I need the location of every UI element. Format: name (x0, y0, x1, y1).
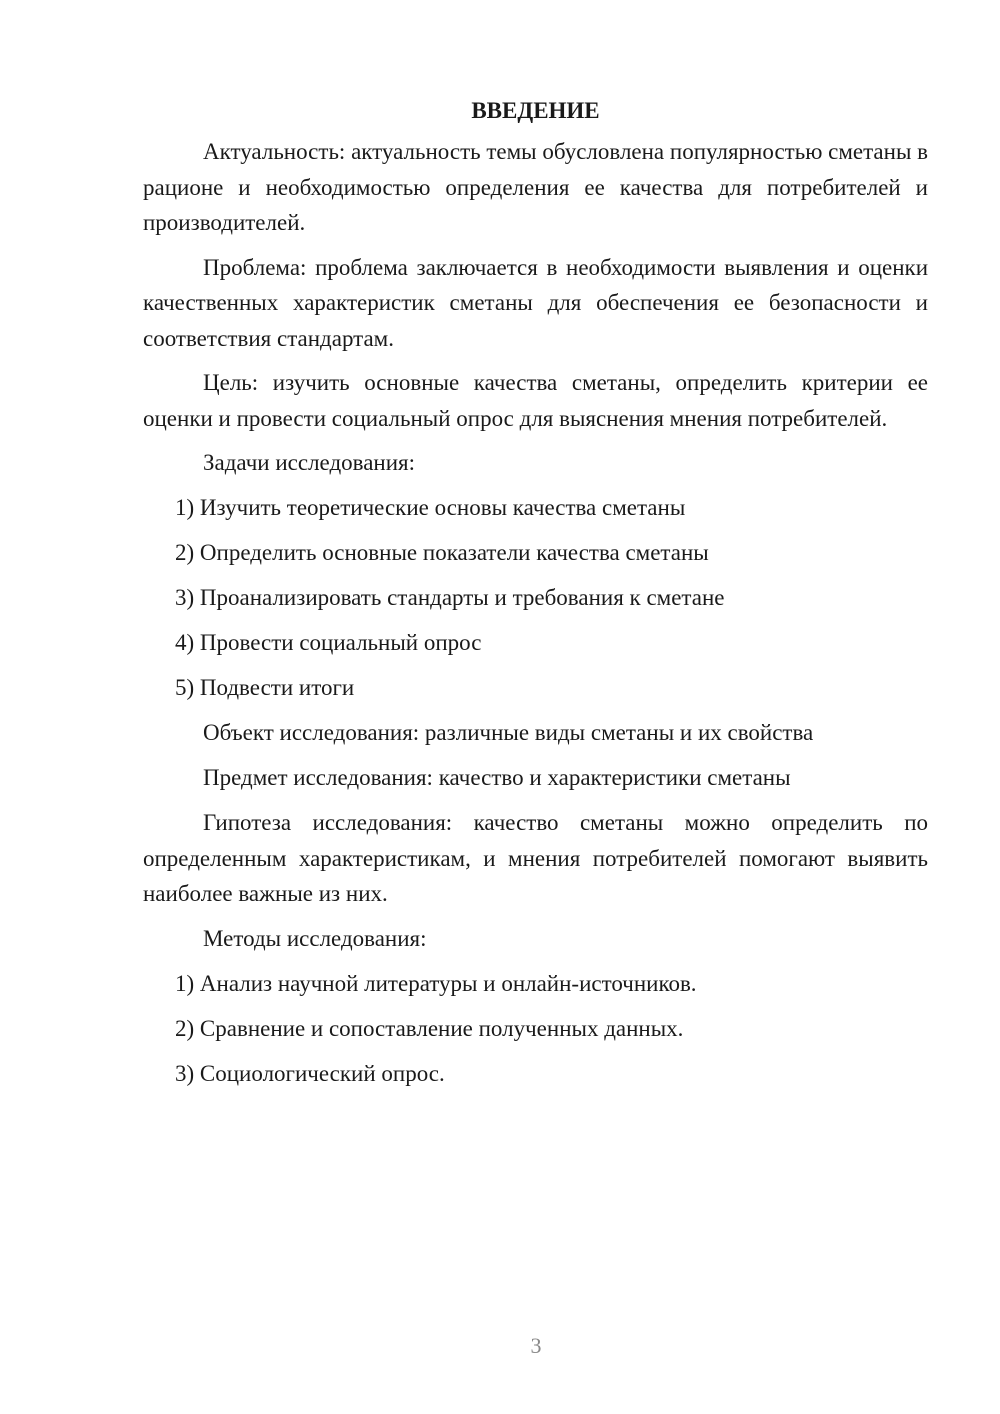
methods-label: Методы исследования: (203, 925, 427, 951)
paragraph-goal: Цель: изучить основные качества сметаны, определить критерии ее оценки и провести социальный опрос для выяснения мнения потребителей. (143, 370, 928, 431)
list-item: 3) Проанализировать стандарты и требования к сметане (175, 585, 725, 610)
list-item: 1) Анализ научной литературы и онлайн-источников. (175, 970, 697, 996)
paragraph-subject: Предмет исследования: качество и характеристики сметаны (203, 765, 791, 790)
paragraph-object: Объект исследования: различные виды сметаны и их свойства (203, 720, 814, 745)
paragraph-relevance: Актуальность: актуальность темы обусловлена популярностью сметаны в рационе и необходимостью определения ее качества для потребителей и производителей. (143, 139, 929, 235)
list-item: 2) Определить основные показатели качества сметаны (175, 540, 709, 565)
list-item: 1) Изучить теоретические основы качества сметаны (175, 495, 686, 520)
tasks-label: Задачи исследования: (203, 450, 416, 475)
list-item: 3) Социологический опрос. (175, 1060, 445, 1086)
page-number: 3 (530, 1333, 542, 1358)
tasks-list (143, 490, 928, 706)
methods-list (143, 966, 928, 1092)
paragraph-hypothesis: Гипотеза исследования: качество сметаны можно определить по определенным характеристикам, и мнения потребителей помогают выявить наиболее важные из них. (143, 810, 928, 906)
list-item: 5) Подвести итоги (175, 675, 355, 700)
list-item: 2) Сравнение и сопоставление полученных данных. (175, 1015, 684, 1041)
page-content (143, 96, 928, 1101)
paragraph-problem: Проблема: проблема заключается в необходимости выявления и оценки качественных характеристик сметаны для обеспечения ее безопасности и соответствия стандартам. (143, 254, 928, 351)
page-title: ВВЕДЕНИЕ (471, 98, 600, 123)
list-item: 4) Провести социальный опрос (175, 630, 482, 655)
